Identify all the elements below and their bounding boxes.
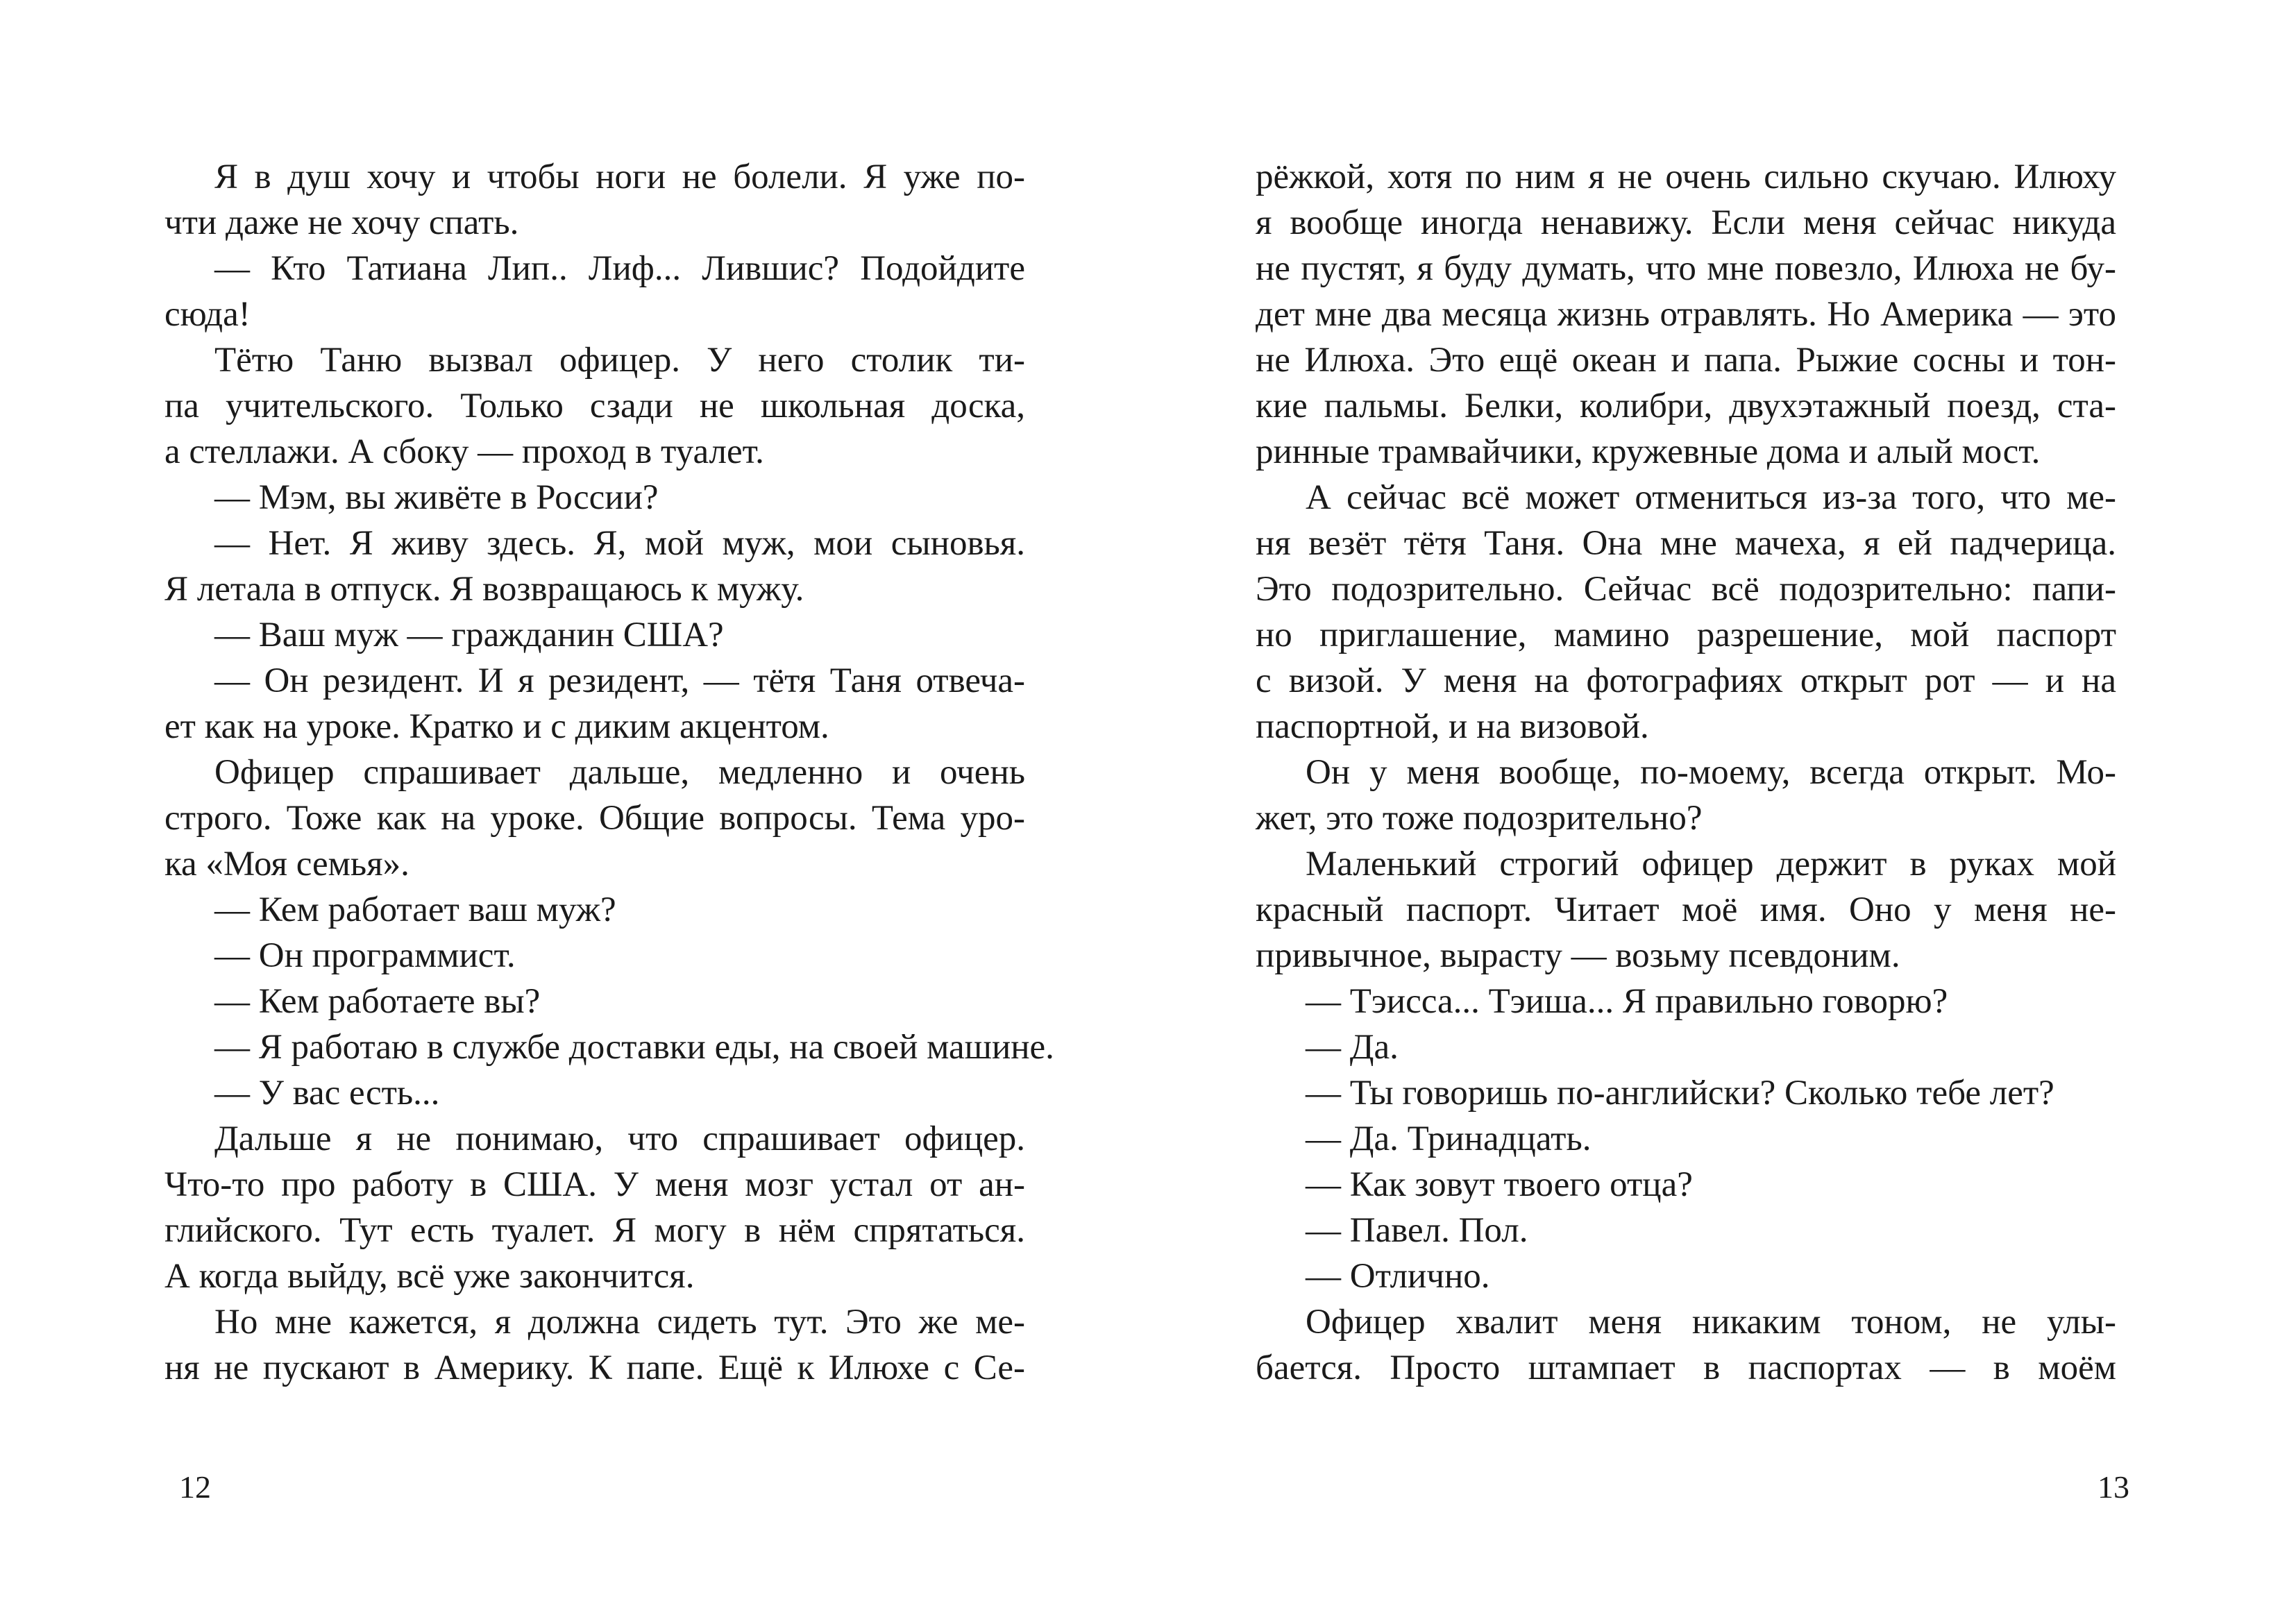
text-line: Я в душ хочу и чтобы ноги не болели. Я уже по- (214, 158, 1025, 196)
text-line: ринные трамвайчики, кружевные дома и алый мост. (1256, 432, 2041, 471)
text-line: — Он резидент. И я резидент, — тётя Таня отвеча- (214, 661, 1025, 700)
text-line: с визой. У меня на фотографиях открыт рот — и на (1256, 661, 2116, 700)
text-line: Офицер спрашивает дальше, медленно и очень (214, 753, 1025, 792)
text-line: — Павел. Пол. (1306, 1211, 1528, 1250)
text-line: жет, это тоже подозрительно? (1256, 799, 1703, 838)
page-number-left: 12 (179, 1469, 211, 1505)
text-line: красный паспорт. Читает моё имя. Оно у меня не- (1256, 890, 2116, 929)
text-line: не пустят, я буду думать, что мне повезло, Илюха не бу- (1256, 249, 2116, 288)
text-line: сюда! (164, 295, 251, 334)
text-line: кие пальмы. Белки, колибри, двухэтажный поезд, ста- (1256, 387, 2116, 425)
page-number-right: 13 (2097, 1469, 2129, 1505)
text-line: — Да. Тринадцать. (1306, 1119, 1592, 1158)
right-page-text (1256, 154, 2116, 1391)
text-line: — Я работаю в службе доставки еды, на своей машине. (214, 1028, 1054, 1067)
text-line: ня везёт тётя Таня. Она мне мачеха, я ей падчерица. (1256, 524, 2116, 563)
text-line: — Ваш муж — гражданин США? (214, 616, 724, 654)
text-line: паспортной, и на визовой. (1256, 707, 1649, 746)
text-line: чти даже не хочу спать. (164, 203, 519, 242)
text-line: — Кто Татиана Лип.. Лиф... Лившис? Подойдите (214, 249, 1025, 288)
left-page-text (164, 154, 1054, 1391)
text-line: строго. Тоже как на уроке. Общие вопросы. Тема уро- (164, 799, 1025, 838)
text-line: па учительского. Только сзади не школьная доска, (164, 387, 1025, 425)
text-line: но приглашение, мамино разрешение, мой паспорт (1256, 616, 2116, 654)
text-line: Я летала в отпуск. Я возвращаюсь к мужу. (164, 570, 804, 609)
text-line: ня не пускают в Америку. К папе. Ещё к Илюхе с Се- (164, 1348, 1025, 1387)
text-line: не Илюха. Это ещё океан и папа. Рыжие сосны и тон- (1256, 341, 2116, 380)
right-page (1148, 0, 2296, 1615)
text-line: рёжкой, хотя по ним я не очень сильно скучаю. Илюху (1256, 158, 2116, 196)
text-line: дет мне два месяца жизнь отравлять. Но Америка — это (1256, 295, 2116, 334)
text-line: привычное, вырасту — возьму псевдоним. (1256, 936, 1900, 975)
text-line: — Нет. Я живу здесь. Я, мой муж, мои сыновья. (214, 524, 1025, 563)
text-line: Это подозрительно. Сейчас всё подозрительно: папи- (1256, 570, 2116, 609)
text-line: А сейчас всё может отмениться из-за того, что ме- (1306, 478, 2116, 517)
text-line: — Тэисса... Тэиша... Я правильно говорю? (1306, 982, 1948, 1021)
text-line: глийского. Тут есть туалет. Я могу в нём спрятаться. (164, 1211, 1025, 1250)
text-line: Тётю Таню вызвал офицер. У него столик ти- (214, 341, 1025, 380)
text-line: Офицер хвалит меня никаким тоном, не улы- (1306, 1303, 2116, 1342)
text-line: Дальше я не понимаю, что спрашивает офицер. (214, 1119, 1025, 1158)
text-line: — Он программист. (214, 936, 516, 975)
text-line: — Кем работает ваш муж? (214, 890, 616, 929)
text-line: — Отлично. (1306, 1257, 1490, 1296)
text-line: Но мне кажется, я должна сидеть тут. Это же ме- (214, 1303, 1025, 1342)
text-line: Маленький строгий офицер держит в руках мой (1306, 845, 2116, 883)
text-line: — Как зовут твоего отца? (1306, 1165, 1693, 1204)
text-line: бается. Просто штампает в паспортах — в моём (1256, 1348, 2116, 1387)
text-line: А когда выйду, всё уже закончится. (164, 1257, 695, 1296)
text-line: — Да. (1306, 1028, 1399, 1067)
text-line: ка «Моя семья». (164, 845, 410, 883)
text-line: — Кем работаете вы? (214, 982, 541, 1021)
text-line: я вообще иногда ненавижу. Если меня сейчас никуда (1256, 203, 2116, 242)
text-line: Он у меня вообще, по-моему, всегда открыт. Мо- (1306, 753, 2116, 792)
text-line: — У вас есть... (214, 1074, 440, 1113)
text-line: ет как на уроке. Кратко и с диким акцентом. (164, 707, 829, 746)
text-line: — Ты говоришь по-английски? Сколько тебе лет? (1306, 1074, 2054, 1113)
text-line: Что-то про работу в США. У меня мозг устал от ан- (164, 1165, 1025, 1204)
text-line: — Мэм, вы живёте в России? (214, 478, 659, 517)
text-line: а стеллажи. А сбоку — проход в туалет. (164, 432, 764, 471)
